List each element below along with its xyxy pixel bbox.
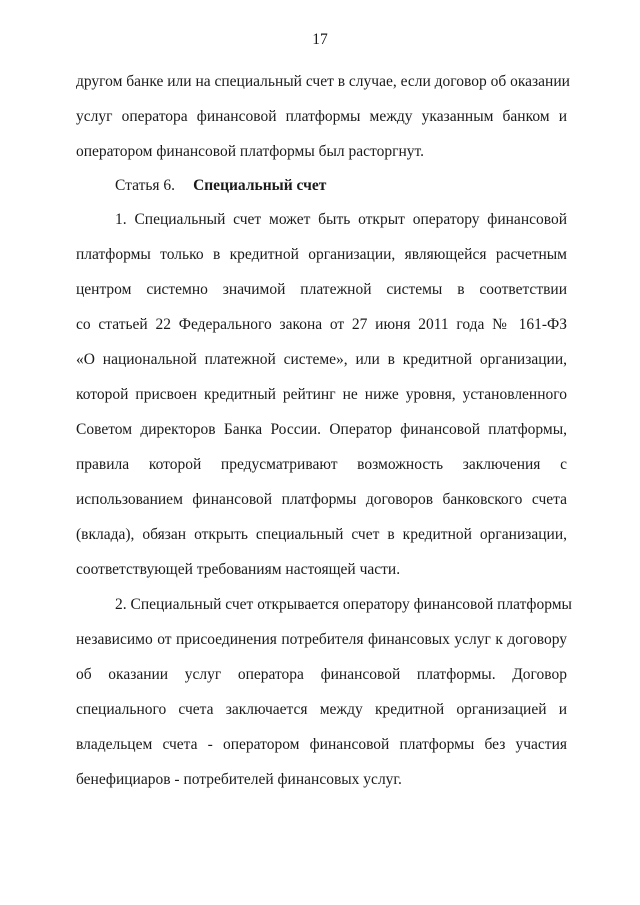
article-label: Статья 6. [115, 177, 176, 194]
text-line: платформы только в кредитной организации, являющейся расчетным [76, 246, 567, 263]
page-number: 17 [312, 31, 328, 48]
text-line: владельцем счета - оператором финансовой платформы без участия [76, 736, 567, 753]
text-line: (вклада), обязан открыть специальный счет в кредитной организации, [76, 526, 567, 543]
text-line: «О национальной платежной системе», или в кредитной организации, [76, 351, 567, 368]
article-heading [115, 177, 606, 195]
text-line: использованием финансовой платформы договоров банковского счета [76, 491, 567, 508]
text-line: со статьей 22 Федерального закона от 27 июня 2011 года № 161-ФЗ [76, 316, 567, 333]
text-line: правила которой предусматривают возможность заключения с [76, 456, 567, 473]
text-line: независимо от присоединения потребителя финансовых услуг к договору [76, 631, 567, 648]
text-line: 2. Специальный счет открывается оператору финансовой платформы [115, 596, 572, 613]
text-line: услуг оператора финансовой платформы между указанным банком и [76, 108, 567, 125]
text-line: об оказании услуг оператора финансовой платформы. Договор [76, 666, 567, 683]
text-line: соответствующей требованиям настоящей части. [76, 561, 401, 578]
text-line: бенефициаров - потребителей финансовых услуг. [76, 771, 402, 788]
text-line: центром системно значимой платежной системы в соответствии [76, 281, 567, 298]
text-line: другом банке или на специальный счет в случае, если договор об оказании [76, 73, 570, 90]
text-line: Советом директоров Банка России. Оператор финансовой платформы, [76, 421, 567, 438]
text-line: оператором финансовой платформы был расторгнут. [76, 143, 424, 160]
text-line: специального счета заключается между кредитной организацией и [76, 701, 567, 718]
text-line: которой присвоен кредитный рейтинг не ниже уровня, установленного [76, 386, 567, 403]
article-title: Специальный счет [193, 177, 327, 194]
text-line: 1. Специальный счет может быть открыт оператору финансовой [115, 211, 567, 228]
